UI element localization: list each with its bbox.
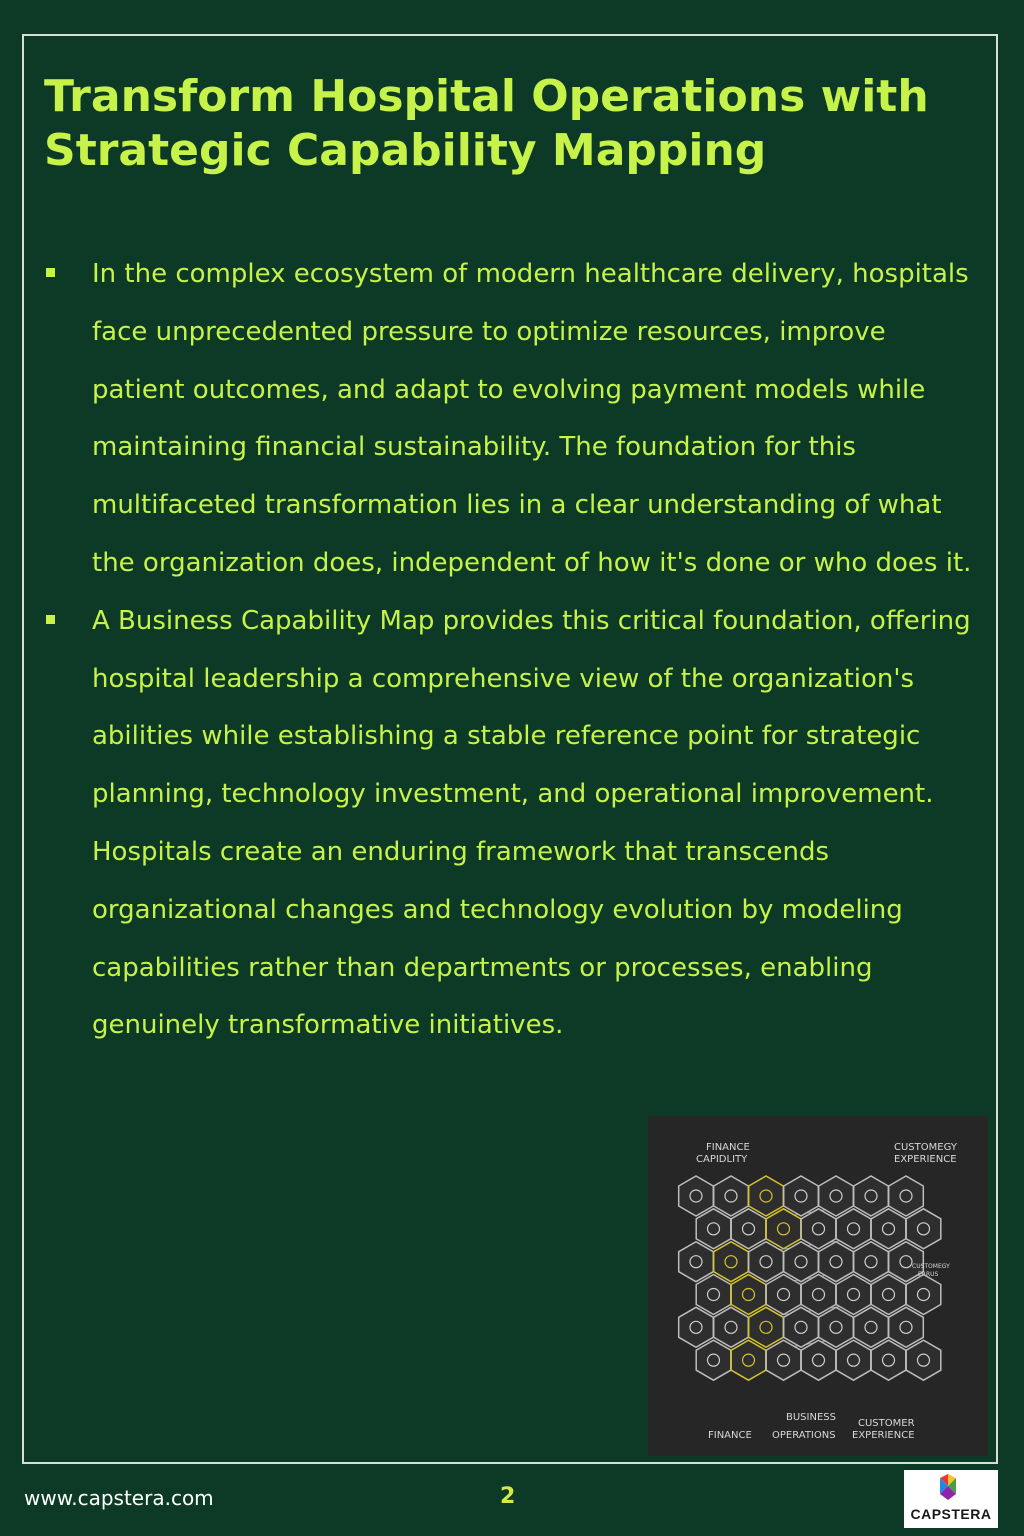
capability-hex-node: [679, 1176, 714, 1216]
capstera-logo: [904, 1470, 998, 1528]
capability-hex-node: [854, 1242, 889, 1282]
page-number: 2: [500, 1484, 516, 1509]
capability-hex-node: [731, 1340, 766, 1380]
capability-hex-node: [906, 1340, 941, 1380]
figure-label-inner-2: ERRUS: [918, 1271, 939, 1278]
figure-label-capability-top: CAPIDLITY: [696, 1154, 748, 1165]
capability-hex-node: [696, 1209, 731, 1249]
capability-hex-node: [889, 1176, 924, 1216]
capability-hex-node: [679, 1242, 714, 1282]
capability-hex-node: [906, 1275, 941, 1315]
capability-hex-node: [731, 1275, 766, 1315]
logo-mark-icon: [904, 1470, 998, 1506]
bullet-list: [44, 246, 984, 1055]
capability-hex-node: [836, 1275, 871, 1315]
capability-hex-node: [889, 1307, 924, 1347]
capability-hex-node: [871, 1340, 906, 1380]
bullet-item: [44, 593, 984, 1055]
figure-label-inner-1: CUSTOMEGY: [912, 1263, 950, 1270]
capability-hex-node: [784, 1176, 819, 1216]
bullet-square-icon: [46, 268, 55, 277]
capability-hex-node: [801, 1209, 836, 1249]
capability-hex-node: [749, 1307, 784, 1347]
capability-hex-node: [714, 1307, 749, 1347]
figure-label-operations: OPERATIONS: [772, 1430, 836, 1441]
capability-hex-node: [679, 1307, 714, 1347]
bullet-item: [44, 246, 984, 593]
bullet-square-icon: [46, 615, 55, 624]
capability-hex-node: [906, 1209, 941, 1249]
figure-label-business: BUSINESS: [786, 1412, 836, 1423]
capability-hex-node: [784, 1242, 819, 1282]
figure-label-experience-top: EXPERIENCE: [894, 1154, 957, 1165]
figure-label-experience-bottom: EXPERIENCE: [852, 1430, 915, 1441]
figure-label-customer-bottom: CUSTOMER: [858, 1418, 915, 1429]
capability-hex-node: [801, 1275, 836, 1315]
capability-hex-node: [714, 1176, 749, 1216]
capability-hex-node: [784, 1307, 819, 1347]
bullet-text: In the complex ecosystem of modern healthcare delivery, hospitals face unprecedented pressure to optimize resources, improve patient outcomes, and adapt to evolving payment models while maintaining financial sustainability. The foundation for this multifaceted transformation lies in a clear understanding of what the organization does, independent of how it's done or who does it.: [92, 259, 972, 578]
capability-hex-node: [749, 1242, 784, 1282]
capability-hex-node: [749, 1176, 784, 1216]
logo-text: CAPSTERA: [910, 1506, 992, 1522]
bullet-text: A Business Capability Map provides this critical foundation, offering hospital leadership a comprehensive view of the organization's abilities while establishing a stable reference point for strategic planning, technology investment, and operational improvement. Hospitals create an enduring framework that transcends organizational changes and technology evolution by modeling capabilities rather than departments or processes, enabling genuinely transformative initiatives.: [92, 605, 971, 1041]
figure-label-finance-bottom: FINANCE: [708, 1430, 752, 1441]
capability-hex-node: [836, 1340, 871, 1380]
capability-hex-node: [854, 1307, 889, 1347]
figure-label-finance-top: FINANCE: [706, 1142, 750, 1153]
figure-label-customer-top: CUSTOMEGY: [894, 1142, 957, 1153]
capability-map-illustration: [648, 1116, 988, 1456]
capability-hex-node: [871, 1209, 906, 1249]
capability-hex-node: [731, 1209, 766, 1249]
capability-hex-node: [801, 1340, 836, 1380]
capability-hex-node: [714, 1242, 749, 1282]
capability-hex-node: [696, 1340, 731, 1380]
footer-url[interactable]: www.capstera.com: [24, 1486, 214, 1510]
capability-hex-node: [696, 1275, 731, 1315]
page-title: Transform Hospital Operations with Strategic Capability Mapping: [44, 71, 929, 176]
capability-hex-node: [854, 1176, 889, 1216]
capability-hex-node: [836, 1209, 871, 1249]
capability-hex-node: [871, 1275, 906, 1315]
